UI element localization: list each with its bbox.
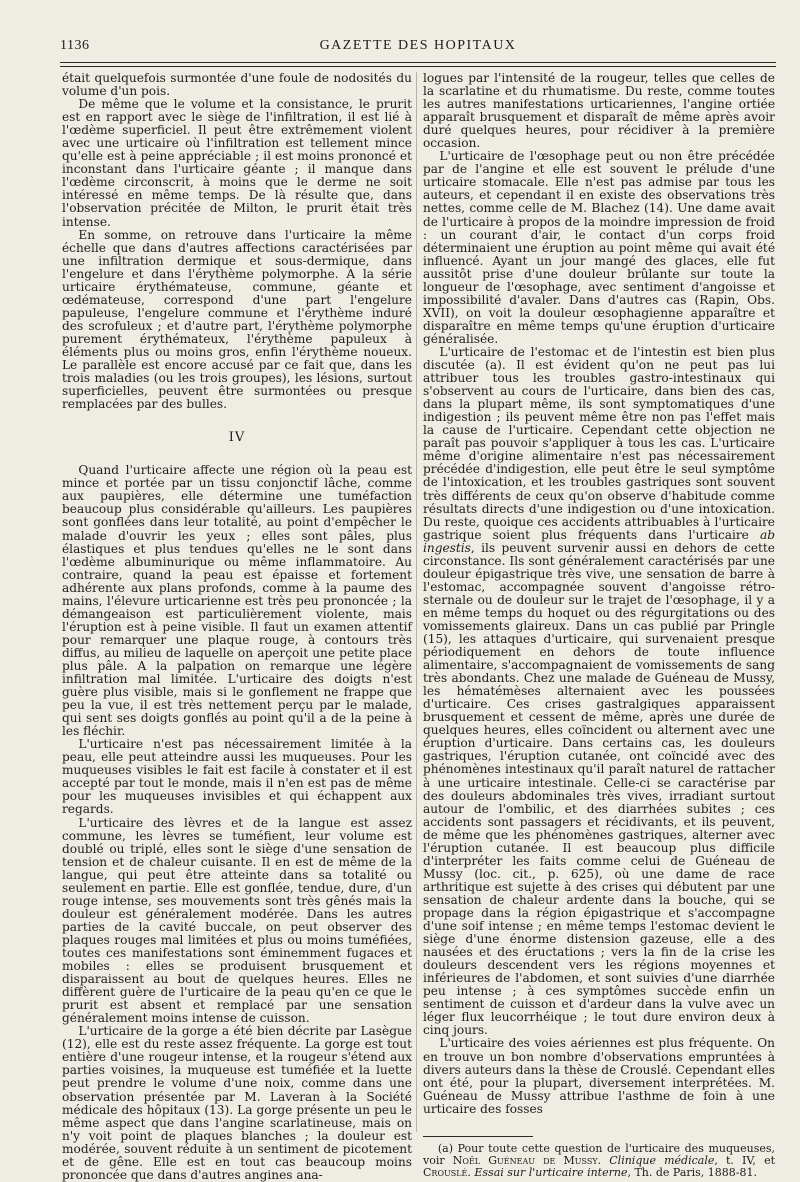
- footnote: [423, 1143, 775, 1179]
- italic-term: ab ingestis: [423, 527, 775, 555]
- text-run: , t. IV, et: [714, 1153, 775, 1167]
- author-name: Noël Guéneau de Mussy: [452, 1153, 598, 1167]
- left-column: [62, 72, 412, 1182]
- running-title: GAZETTE DES HOPITAUX: [319, 38, 517, 53]
- page-number: 1136: [60, 38, 90, 53]
- footnote-rule: [423, 1136, 533, 1137]
- paragraph: logues par l'intensité de la rougeur, telles que celles de la scarlatine et du rhumatisme. Du reste, comme toutes les autres manifestations urticariennes, l'angine ortiée apparaît brusquement et disparaît de même après avoir duré quelques heures, pour récidiver à la première occasion.: [423, 71, 775, 151]
- column-divider: [416, 72, 417, 1132]
- right-column: [423, 72, 775, 1179]
- paragraph: [423, 346, 775, 1037]
- text-run: , ils peuvent survenir aussi en dehors de cette circonstance. Ils sont généralement caractérisés par une douleur épigastrique très vive, une sensation de barre à l'estomac, accompagnée souvent d'angoisse rétro-sternale ou de douleur sur le trajet de l'œsophage, il y a en même temps du hoquet ou des régurgitations ou des vomissements glaireux. Dans un cas publié par Pringle (15), les attaques d'urticaire, qui survenaient presque périodiquement en dehors de toute influence alimentaire, s'accompagnaient de vomissements de sang très abondants. Chez une malade de Guéneau de Mussy, les hématémèses alternaient avec les poussées d'urticaire. Ces crises gastralgiques apparaissent brusquement et cessent de même, après une durée de quelques heures, elles coïncident ou alternent avec une éruption d'urticaire. Dans certains cas, les douleurs gastriques, l'éruption cutanée, ont coïncidé avec des phénomènes intestinaux qu'il paraît naturel de rattacher à une urticaire intestinale. Celle-ci se caractérise par des douleurs abdominales très vives, irradiant surtout autour de l'ombilic, et des diarrhées subites ; ces accidents sont passagers et récidivants, et ils peuvent, de même que les phénomènes gastriques, alterner avec l'éruption cutanée. Il est beaucoup plus difficile d'interpréter les faits comme celui de Guéneau de Mussy (loc. cit., p. 625), où une dame de race arthritique est sujette à des crises qui débutent par une sensation de chaleur ardente dans la bouche, qui se propage dans la région épigastrique et s'accompagne d'une soif intense ; en même temps l'estomac devient le siège d'une énorme distension gazeuse, elle a des nausées et des éructations ; vers la fin de la crise les douleurs descendent vers les régions moyennes et inférieures de l'abdomen, et sont suivies d'une diarrhée peu intense ; à ces symptômes succède enfin un sentiment de cuisson et d'ardeur dans la vulve avec un léger flux leucorrhéique ; le tout dure environ deux à cinq jours.: [423, 540, 775, 1038]
- paragraph: L'urticaire de l'œsophage peut ou non être précédée par de l'angine et elle est souvent le prélude d'une urticaire stomacale. Elle n'est pas admise par tous les auteurs, et cependant il en existe des observations très nettes, comme celle de M. Blachez (14). Une dame avait de l'urticaire à propos de la moindre impression de froid : un courant d'air, le contact d'un corps froid déterminaient une éruption au point même qui avait été influencé. Ayant un jour mangé des glaces, elle fut aussitôt prise d'une douleur brûlante sur toute la longueur de l'œsophage, avec sentiment d'angoisse et impossibilité d'avaler. Dans d'autres cas (Rapin, Obs. XVII), on voit la douleur œsophagienne apparaître et disparaître en même temps qu'une éruption d'urticaire généralisée.: [423, 149, 775, 346]
- paragraph: L'urticaire des lèvres et de la langue est assez commune, les lèvres se tuméfient, leur volume est doublé ou triplé, elles sont le siège d'une sensation de tension et de chaleur cuisante. Il en est de même de la langue, qui peut être atteinte dans sa totalité ou seulement en partie. Elle est gonflée, tendue, dure, d'un rouge intense, ses mouvements sont très gênés mais la douleur est généralement modérée. Dans les autres parties de la cavité buccale, on peut observer des plaques rouges mal limitées et plus ou moins tuméfiées, toutes ces manifestations sont éminemment fugaces et mobiles : elles se produisent brusquement et disparaissent au bout de quelques heures. Elles ne diffèrent guère de l'urticaire de la peau qu'en ce que le prurit est absent et remplacé par une sensation généralement moins intense de cuisson.: [62, 815, 412, 1026]
- author-name: Crouslé: [423, 1165, 468, 1179]
- book-title: Clinique médicale: [609, 1153, 715, 1167]
- section-heading: IV: [228, 430, 246, 446]
- paragraph: Quand l'urticaire affecte une région où la peau est mince et portée par un tissu conjonctif lâche, comme aux paupières, elle détermine une tuméfaction beaucoup plus considérable qu'ailleurs. Les paupières sont gonflées dans leur totalité, au point d'empêcher le malade d'ouvrir les yeux ; elles sont pâles, plus élastiques et plus tendues qu'elles ne le sont dans l'œdème albuminurique ou même inflammatoire. Au contraire, quand la peau est épaisse et fortement adhérente aux plans profonds, comme à la paume des mains, l'élevure urticarienne est très peu prononcée ; la démangeaison est particulièrement violente, mais l'éruption est à peine visible. Il faut un examen attentif pour remarquer une plaque rouge, à contours très diffus, au milieu de laquelle on aperçoit une petite place plus pâle. A la palpation on remarque une légère infiltration mal limitée. L'urticaire des doigts n'est guère plus visible, mais si le gonflement ne frappe que peu la vue, il est très nettement perçu par le malade, qui sent ses doigts gonflés au point qu'il a de la peine à les fléchir.: [62, 463, 412, 739]
- header-rule-thin: [60, 66, 776, 67]
- text-run: , Th. de Paris, 1888-81.: [627, 1165, 758, 1179]
- paragraph: était quelquefois surmontée d'une foule de nodosités du volume d'un pois.: [62, 71, 412, 99]
- text-run: L'urticaire de l'estomac et de l'intestin est bien plus discutée (a). Il est évident qu'on ne peut pas lui attribuer tous les troubles gastro-intestinaux qui s'observent au cours de l'urticaire, dans bien des cas, dans la plupart même, ils sont symptomatiques d'une indigestion ; ils peuvent même être non pas l'effet mais la cause de l'urticaire. Cependant cette objection ne paraît pas pouvoir s'appliquer à tous les cas. L'urticaire même d'origine alimentaire n'est pas nécessairement précédée d'indigestion, elle peut être le seul symptôme de l'intoxication, et les troubles gastriques sont souvent très différents de ceux qu'on observe d'habitude comme résultats directs d'une indigestion ou d'une intoxication. Du reste, quoique ces accidents attribuables à l'urticaire gastrique soient plus fréquents dans l'urticaire: [423, 344, 775, 542]
- page-header: [60, 36, 776, 58]
- paragraph: L'urticaire n'est pas nécessairement limitée à la peau, elle peut atteindre aussi les muqueuses. Pour les muqueuses visibles le fait est facile à constater et il est accepté par tout le monde, mais il n'en est pas de même pour les muqueuses invisibles et qui échappent aux regards.: [62, 737, 412, 817]
- paragraph: L'urticaire de la gorge a été bien décrite par Lasègue (12), elle est du reste assez fréquente. La gorge est tout entière d'une rougeur intense, et la rougeur s'étend aux parties voisines, la muqueuse est tuméfiée et la luette peut prendre le volume d'une noix, comme dans une observation présentée par M. Laveran à la Société médicale des hôpitaux (13). La gorge présente un peu le même aspect que dans l'angine scarlatineuse, mais on n'y voit point de plaques blanches ; la douleur est modérée, souvent réduite à un sentiment de picotement et de gêne. Elle est en tout cas beaucoup moins prononcée que dans d'autres angines ana-: [62, 1024, 412, 1182]
- book-title: Essai sur l'urticaire interne: [474, 1165, 628, 1179]
- text-run: .: [597, 1153, 610, 1167]
- paragraph: De même que le volume et la consistance, le prurit est en rapport avec le siège de l'infiltration, il est lié à l'œdème superficiel. Il peut être extrêmement violent avec une urticaire où l'infiltration est tellement mince qu'elle est à peine appréciable ; il est moins prononcé et inconstant dans l'urticaire géante ; il manque dans l'œdème circonscrit, à moins que le derme ne soit intéressé en même temps. De là résulte que, dans l'observation précitée de Milton, le prurit était très intense.: [62, 97, 412, 229]
- text-run: (a) Pour toute cette question de l'urticaire des muqueuses, voir: [423, 1141, 775, 1167]
- footnote-text: [423, 1143, 775, 1179]
- text-run: .: [467, 1165, 475, 1179]
- paragraph: L'urticaire des voies aériennes est plus fréquente. On en trouve un bon nombre d'observations empruntées à divers auteurs dans la thèse de Crouslé. Cependant elles ont été, pour la plupart, diversement interprétées. M. Guéneau de Mussy attribue l'asthme de foin à une urticaire des fosses: [423, 1036, 775, 1116]
- paragraph: En somme, on retrouve dans l'urticaire la même échelle que dans d'autres affections caractérisées par une infiltration dermique et sous-dermique, dans l'engelure et dans l'érythème polymorphe. A la série urticaire érythémateuse, commune, géante et œdémateuse, correspond d'une part l'engelure papuleuse, l'engelure commune et l'érythème induré des scrofuleux ; et d'autre part, l'érythème polymorphe purement érythémateux, l'érythème papuleux à éléments plus ou moins gros, enfin l'érythème noueux. Le parallèle est encore accusé par ce fait que, dans les trois maladies (ou les trois groupes), les lésions, surtout superficielles, peuvent être surmontées ou presque remplacées par des bulles.: [62, 227, 412, 412]
- header-rule-thick: [60, 62, 776, 63]
